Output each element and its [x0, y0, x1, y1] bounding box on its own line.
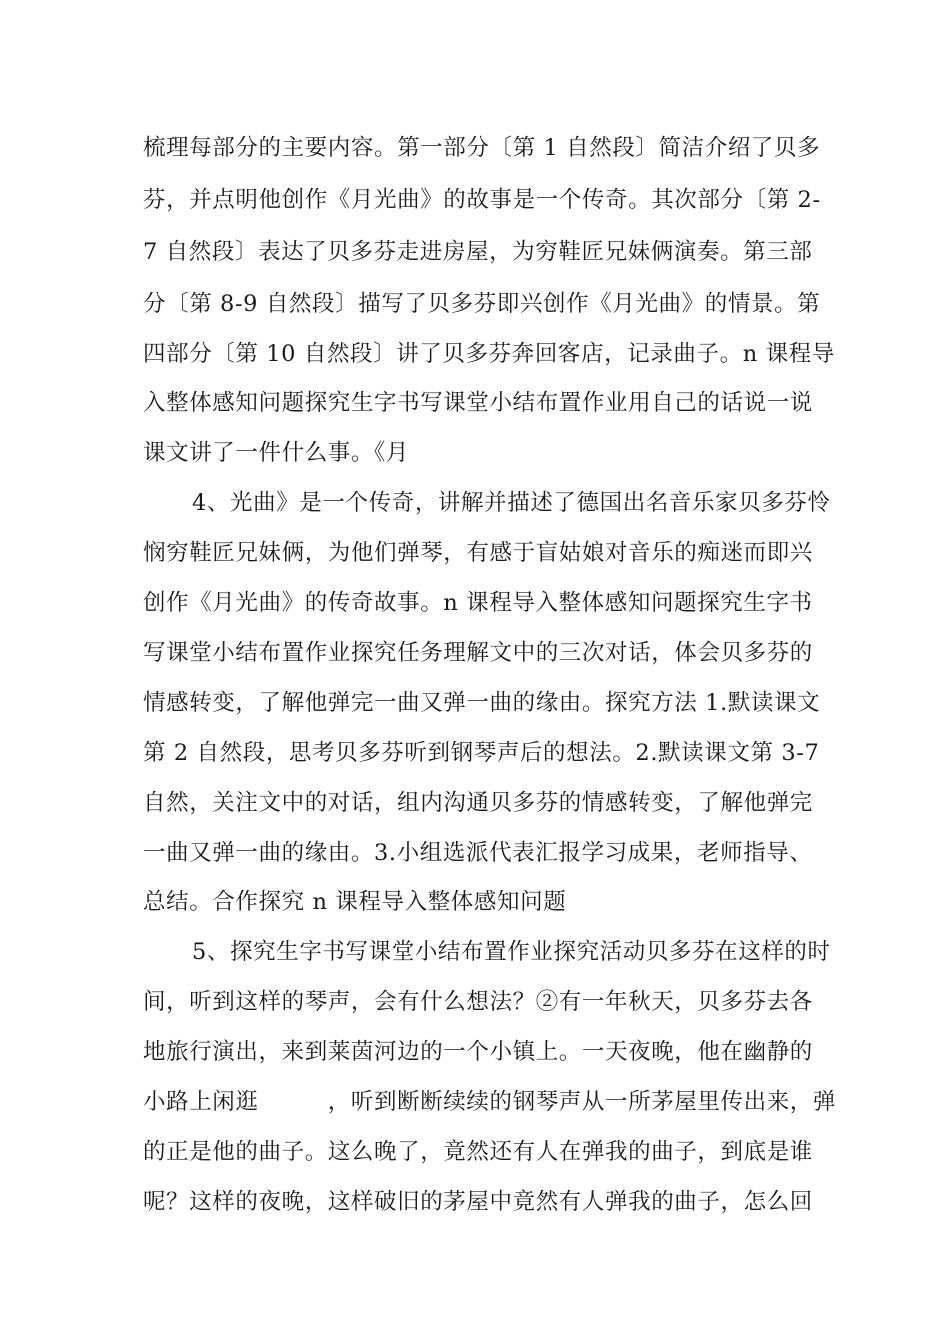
text-line: 创作《月光曲》的传奇故事。n 课程导入整体感知问题探究生字书 — [143, 590, 813, 616]
text-line: 第 2 自然段，思考贝多芬听到钢琴声后的想法。2.默读课文第 3-7 — [143, 740, 820, 766]
text-line: 写课堂小结布置作业探究任务理解文中的三次对话，体会贝多芬的 — [143, 640, 813, 666]
text-line: 地旅行演出，来到莱茵河边的一个小镇上。一天夜晚，他在幽静的 — [143, 1039, 813, 1065]
text-line: 呢？这样的夜晚，这样破旧的茅屋中竟然有人弹我的曲子，怎么回 — [143, 1189, 813, 1215]
text-line: 四部分〔第 10 自然段〕讲了贝多芬奔回客店，记录曲子。n 课程导 — [143, 341, 835, 367]
text-line: 入整体感知问题探究生字书写课堂小结布置作业用自己的话说一说 — [143, 390, 813, 416]
text-line: 总结。合作探究 n 课程导入整体感知问题 — [143, 889, 567, 915]
text-line: 7 自然段〕表达了贝多芬走进房屋，为穷鞋匠兄妹俩演奏。第三部 — [143, 239, 813, 265]
text-line: 自然，关注文中的对话，组内沟通贝多芬的情感转变，了解他弹完 — [143, 790, 813, 816]
text-line: 小路上闲逛 ，听到断断续续的钢琴声从一所茅屋里传出来，弹 — [143, 1089, 837, 1115]
text-line: 梳理每部分的主要内容。第一部分〔第 1 自然段〕简洁介绍了贝多 — [143, 135, 821, 161]
text-line: 情感转变，了解他弹完一曲又弹一曲的缘由。探究方法 1.默读课文 — [143, 690, 821, 716]
text-line: 芬，并点明他创作《月光曲》的故事是一个传奇。其次部分〔第 2- — [143, 187, 821, 213]
paragraph-start-line: 4、光曲》是一个传奇，讲解并描述了德国出名音乐家贝多芬怜 — [192, 490, 831, 516]
text-line: 一曲又弹一曲的缘由。3.小组选派代表汇报学习成果，老师指导、 — [143, 840, 813, 866]
text-line: 的正是他的曲子。这么晚了，竟然还有人在弹我的曲子，到底是谁 — [143, 1139, 813, 1165]
paragraph-start-line: 5、探究生字书写课堂小结布置作业探究活动贝多芬在这样的时 — [192, 939, 831, 965]
text-line: 课文讲了一件什么事。《月 — [143, 440, 409, 466]
text-line: 间，听到这样的琴声，会有什么想法？②有一年秋天，贝多芬去各 — [143, 989, 813, 1015]
text-line: 分〔第 8-9 自然段〕描写了贝多芬即兴创作《月光曲》的情景。第 — [143, 291, 821, 317]
text-line: 悯穷鞋匠兄妹俩，为他们弹琴，有感于盲姑娘对音乐的痴迷而即兴 — [143, 540, 813, 566]
